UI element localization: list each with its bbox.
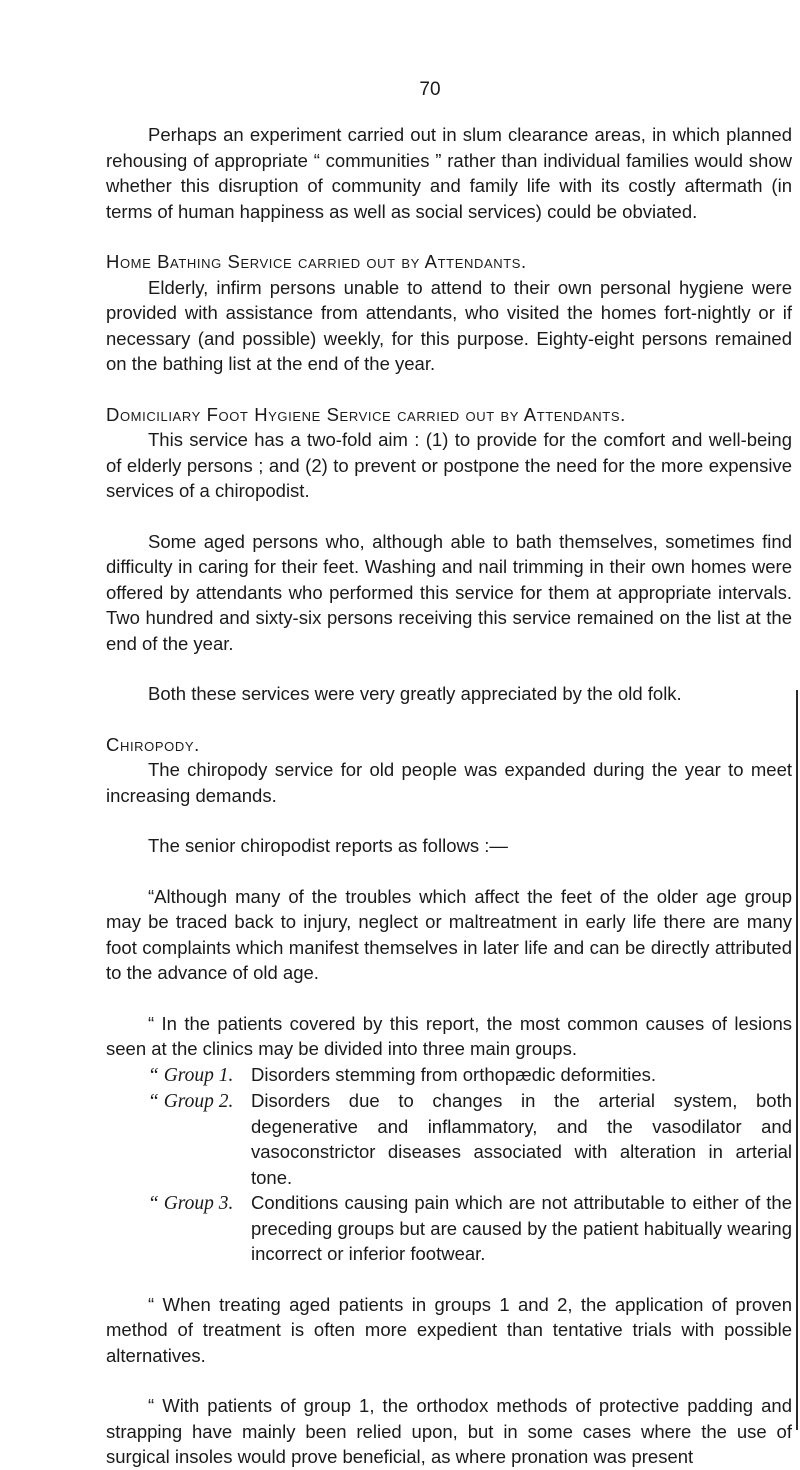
- paragraph-foot-aged: Some aged persons who, although able to bath themselves, sometimes find difficulty in caring for their feet. Washing and nail trimming in their own homes were offered by attendants who performed this service for them at appropriate intervals. Two hundred and sixty-six persons receiving this service remained on the list at the end of the year.: [106, 530, 792, 654]
- paragraph-quote-padding: “ With patients of group 1, the orthodox methods of protective padding and strapping have mainly been relied upon, but in some cases where the use of surgical insoles would prove beneficial, as where pronation was present: [106, 1395, 792, 1467]
- paragraph-chiropodist-reports: The senior chiropodist reports as follows :—: [148, 835, 508, 856]
- paragraph-quote-troubles: “Although many of the troubles which affect the feet of the older age group may be traced back to injury, neglect or maltreatment in early life there are many foot complaints which manifest themselves in later life and can be directly attributed to the advance of old age.: [106, 885, 792, 983]
- group-1-label: “ Group 1.: [148, 1064, 234, 1086]
- heading-home-bathing: Home Bathing Service carried out by Attendants.: [106, 251, 527, 272]
- group-3-label: “ Group 3.: [148, 1193, 234, 1214]
- paragraph-foot-appreciated: Both these services were very greatly appreciated by the old folk.: [148, 683, 682, 704]
- page-body: [106, 122, 792, 1470]
- paragraph-intro: Perhaps an experiment carried out in slum clearance areas, in which planned rehousing of appropriate “ communities ” rather than individual families would show whether this disruption of community and family life with its costly aftermath (in terms of human happiness as well as social services) could be obviated.: [106, 124, 792, 222]
- paragraph-quote-patients: “ In the patients covered by this report, the most common causes of lesions seen at the clinics may be divided into three main groups.: [106, 1012, 792, 1059]
- group-3-item: [106, 1190, 792, 1267]
- group-2-item: [106, 1088, 792, 1190]
- heading-chiropody: Chiropody.: [106, 733, 200, 755]
- paragraph-chiropody-expanded: The chiropody service for old people was expanded during the year to meet increasing demands.: [106, 759, 792, 806]
- paragraph-foot-aim: This service has a two-fold aim : (1) to provide for the comfort and well-being of elderly persons ; and (2) to prevent or postpone the need for the more expensive services of a chiropodist.: [106, 429, 792, 501]
- group-1-text: Disorders stemming from orthopædic deformities.: [251, 1063, 657, 1085]
- group-3-text: Conditions causing pain which are not attributable to either of the preceding groups but are caused by the patient habitually wearing incorrect or inferior footwear.: [251, 1192, 792, 1264]
- group-2-text: Disorders due to changes in the arterial system, both degenerative and inflammatory, and the vasodilator and vasoconstrictor diseases associated with alteration in arterial tone.: [251, 1090, 792, 1188]
- group-2-label: “ Group 2.: [148, 1091, 234, 1112]
- group-1-item: [106, 1062, 792, 1089]
- paragraph-quote-treating: “ When treating aged patients in groups 1 and 2, the application of proven method of treatment is often more expedient than tentative trials with possible alternatives.: [106, 1293, 792, 1366]
- page-edge-shadow: [796, 690, 798, 1430]
- heading-foot-hygiene: Domiciliary Foot Hygiene Service carried out by Attendants.: [106, 403, 626, 425]
- page-number: 70: [419, 79, 441, 100]
- paragraph-bathing: Elderly, infirm persons unable to attend to their own personal hygiene were provided with assistance from attendants, who visited the homes fort-nightly or if necessary (and possible) weekly, for this purpose. Eighty-eight persons remained on the bathing list at the end of the year.: [106, 276, 792, 374]
